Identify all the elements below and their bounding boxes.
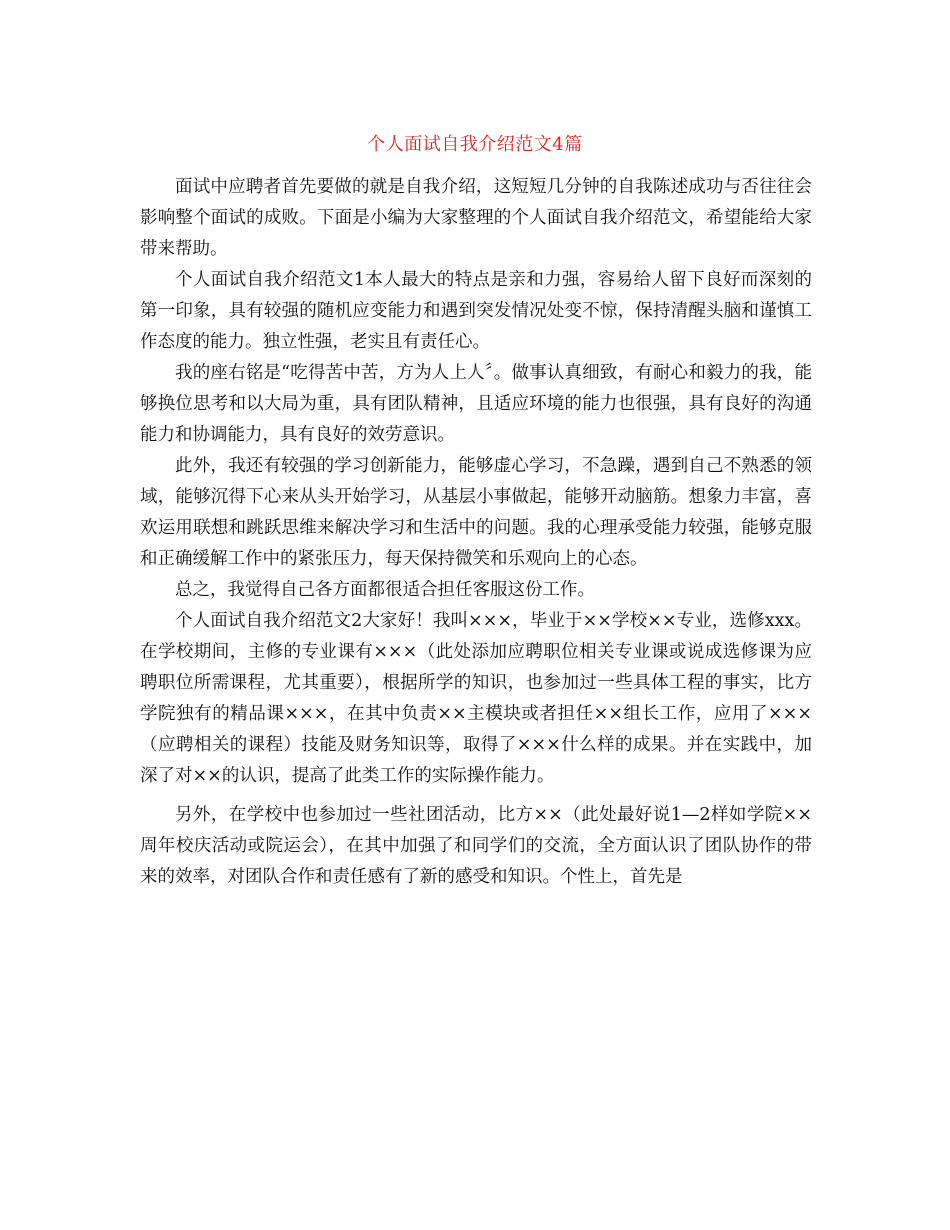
paragraph-intro: 面试中应聘者首先要做的就是自我介绍，这短短几分钟的自我陈述成功与否往往会影响整个面试的成败。下面是小编为大家整理的个人面试自我介绍范文，希望能给大家带来帮助。 [140,177,812,259]
paragraph-conclusion: 总之，我觉得自己各方面都很适合担任客服这份工作。 [175,580,595,600]
paragraph-sample2: 个人面试自我介绍范文2大家好！我叫×××，毕业于××学校××专业，选修xxx。在学校期间，主修的专业课有×××（此处添加应聘职位相关专业课或说成选修课为应聘职位所需课程，尤其重要），根据所学的知识，也参加过一些具体工程的事实，比方学院独有的精品课×××，在其中负责××主模块或者担任××组长工作，应用了×××（应聘相关的课程）技能及财务知识等，取得了×××什么样的成果。并在实践中，加深了对××的认识，提高了此类工作的实际操作能力。 [140,611,812,786]
paragraph-activities: 另外，在学校中也参加过一些社团活动，比方××（此处最好说1—2样如学院××周年校庆活动或院运会），在其中加强了和同学们的交流，全方面认识了团队协作的带来的效率，对团队合作和责任感有了新的感受和知识。个性上，首先是 [140,805,812,887]
document-body [140,172,812,893]
paragraph-sample1-traits: 个人面试自我介绍范文1本人最大的特点是亲和力强，容易给人留下良好而深刻的第一印象，具有较强的随机应变能力和遇到突发情况处变不惊，保持清醒头脑和谨慎工作态度的能力。独立性强，老实且有责任心。 [140,270,812,352]
paragraph-learning-ability: 此外，我还有较强的学习创新能力，能够虚心学习，不急躁，遇到自己不熟悉的领域，能够沉得下心来从头开始学习，从基层小事做起，能够开动脑筋。想象力丰富，喜欢运用联想和跳跃思维来解决学习和生活中的问题。我的心理承受能力较强，能够克服和正确缓解工作中的紧张压力，每天保持微笑和乐观向上的心态。 [140,456,812,569]
document-title: 个人面试自我介绍范文4篇 [367,134,583,155]
paragraph-motto: 我的座右铭是“吃得苦中苦，方为人上人〞。做事认真细致，有耐心和毅力的我，能够换位思考和以大局为重，具有团队精神，且适应环境的能力也很强，具有良好的沟通能力和协调能力，具有良好的效劳意识。 [140,363,812,445]
